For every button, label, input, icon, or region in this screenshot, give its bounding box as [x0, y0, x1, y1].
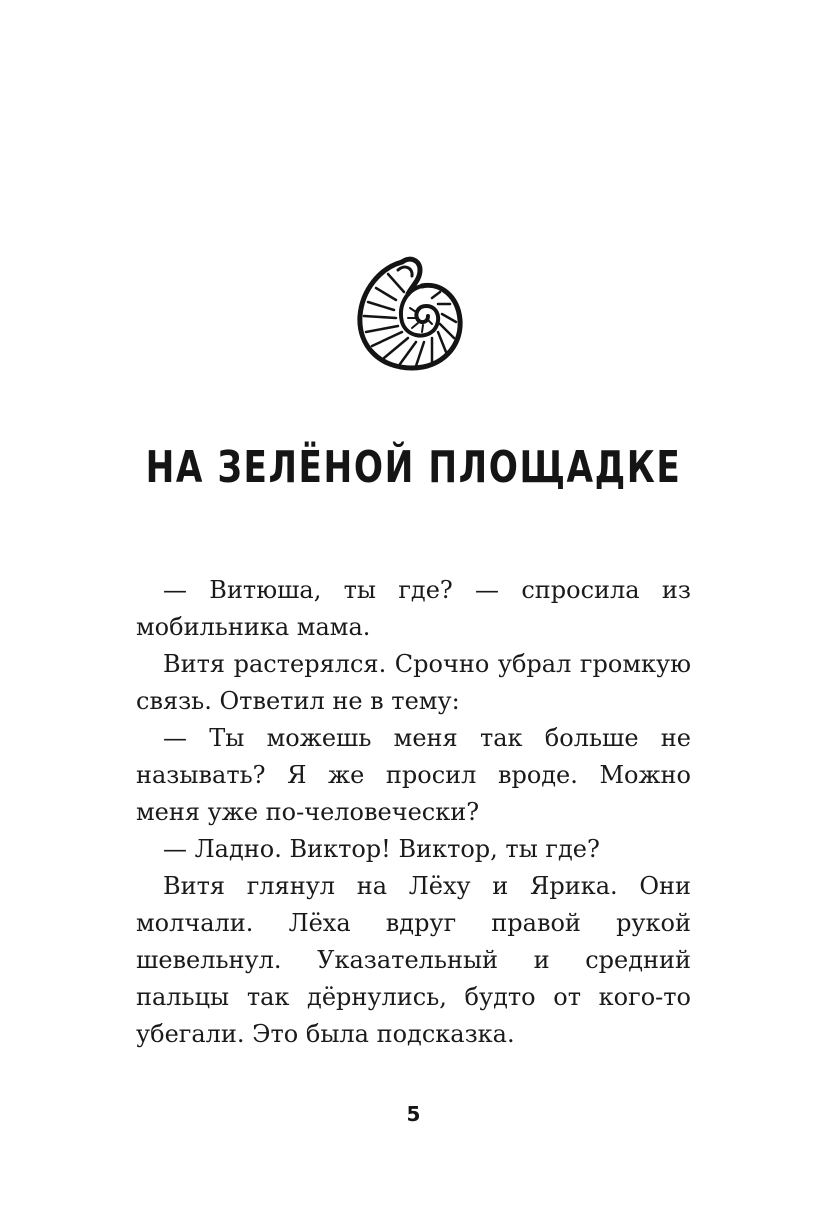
paragraph: — Ты можешь меня так больше не называть? Я же просил вроде. Можно меня уже по-человечески?: [136, 724, 691, 826]
ammonite-shell-icon: [350, 250, 470, 380]
paragraph: — Ладно. Виктор! Виктор, ты где?: [163, 835, 600, 863]
chapter-title: НА ЗЕЛЁНОЙ ПЛОЩАДКЕ: [145, 442, 682, 493]
chapter-text: [136, 572, 691, 1053]
paragraph: Витя растерялся. Срочно убрал громкую связь. Ответил не в тему:: [136, 650, 691, 715]
paragraph: Витя глянул на Лёху и Ярика. Они молчали. Лёха вдруг правой рукой шевельнул. Указательный и средний пальцы так дёрнулись, будто от кого-то убегали. Это была подсказка.: [136, 872, 691, 1048]
page-number: 5: [406, 1102, 421, 1126]
paragraph: — Витюша, ты где? — спросила из мобильника мама.: [136, 576, 691, 641]
